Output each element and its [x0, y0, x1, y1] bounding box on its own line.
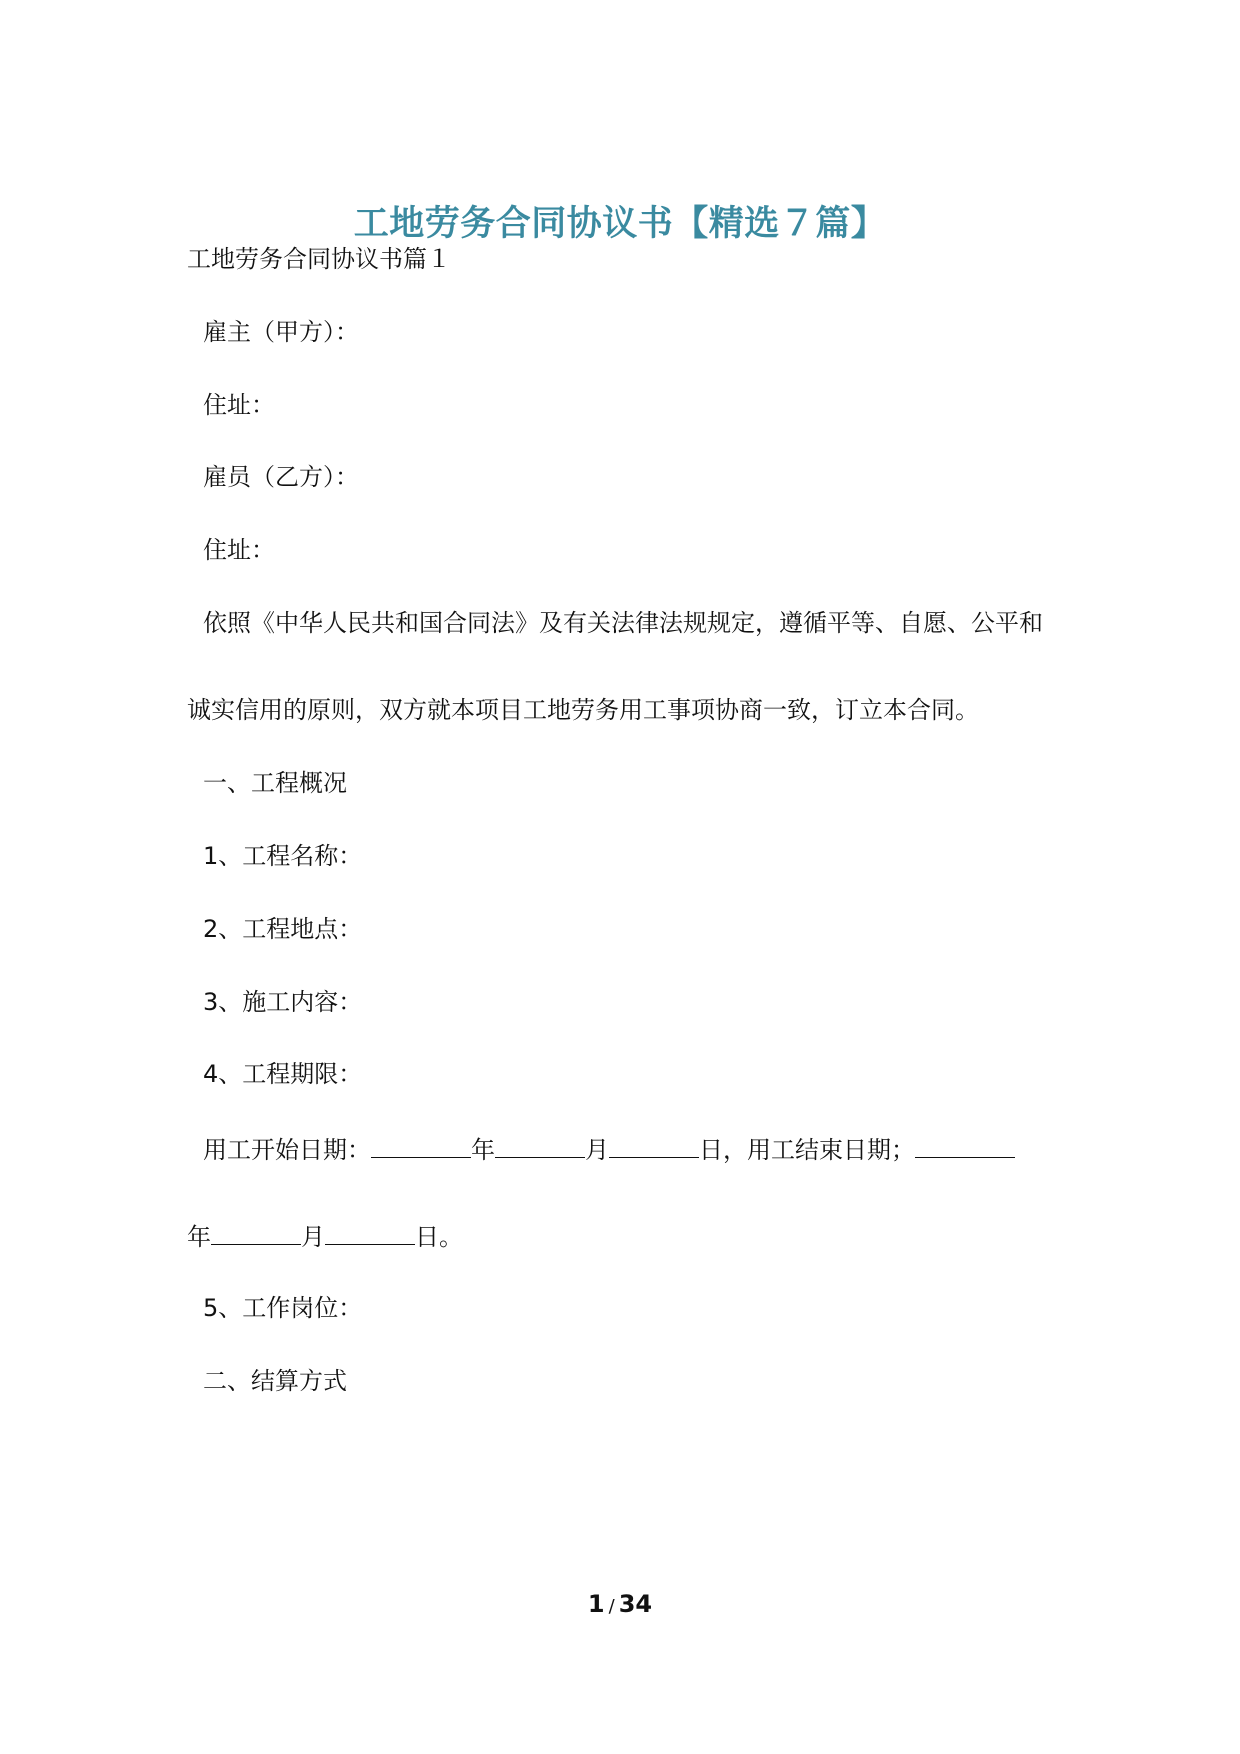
end-day-blank	[325, 1220, 415, 1245]
employment-dates-line	[203, 1133, 1015, 1165]
end-year-blank	[915, 1133, 1015, 1158]
end-day-text: 日。	[415, 1223, 463, 1251]
item-project-name: 1、工程名称：	[203, 842, 363, 870]
end-month-blank	[211, 1220, 301, 1245]
start-month-text: 月	[585, 1136, 609, 1164]
end-month-text: 月	[301, 1223, 325, 1251]
document-title: 工地劳务合同协议书【精选７篇】	[353, 204, 887, 244]
preamble-line-2: 诚实信用的原则，双方就本项目工地劳务用工事项协商一致，订立本合同。	[187, 696, 979, 724]
page-separator: /	[608, 1596, 615, 1617]
section-heading: 工地劳务合同协议书篇１	[187, 245, 451, 273]
item-project-duration: 4、工程期限：	[203, 1060, 363, 1088]
employee-label: 雇员（乙方）：	[203, 463, 359, 491]
end-year-text: 年	[187, 1223, 211, 1251]
total-pages: 34	[618, 1590, 653, 1618]
start-day-text: 日，	[699, 1136, 747, 1164]
item-project-location: 2、工程地点：	[203, 915, 363, 943]
start-month-blank	[495, 1133, 585, 1158]
item-construction-content: 3、施工内容：	[203, 988, 363, 1016]
page-number	[0, 1590, 1240, 1618]
employee-address-label: 住址：	[203, 536, 275, 564]
item-job-position: 5、工作岗位：	[203, 1294, 363, 1322]
end-date-continuation	[187, 1220, 463, 1252]
start-year-text: 年	[471, 1136, 495, 1164]
start-day-blank	[609, 1133, 699, 1158]
section-one-heading: 一、工程概况	[203, 769, 347, 797]
section-two-heading: 二、结算方式	[203, 1367, 347, 1395]
employer-label: 雇主（甲方）：	[203, 318, 359, 346]
current-page: 1	[587, 1590, 605, 1618]
end-date-label: 用工结束日期；	[747, 1136, 915, 1164]
start-year-blank	[371, 1133, 471, 1158]
start-date-label: 用工开始日期：	[203, 1136, 371, 1164]
employer-address-label: 住址：	[203, 391, 275, 419]
preamble-line-1: 依照《中华人民共和国合同法》及有关法律法规规定，遵循平等、自愿、公平和	[203, 609, 1043, 637]
